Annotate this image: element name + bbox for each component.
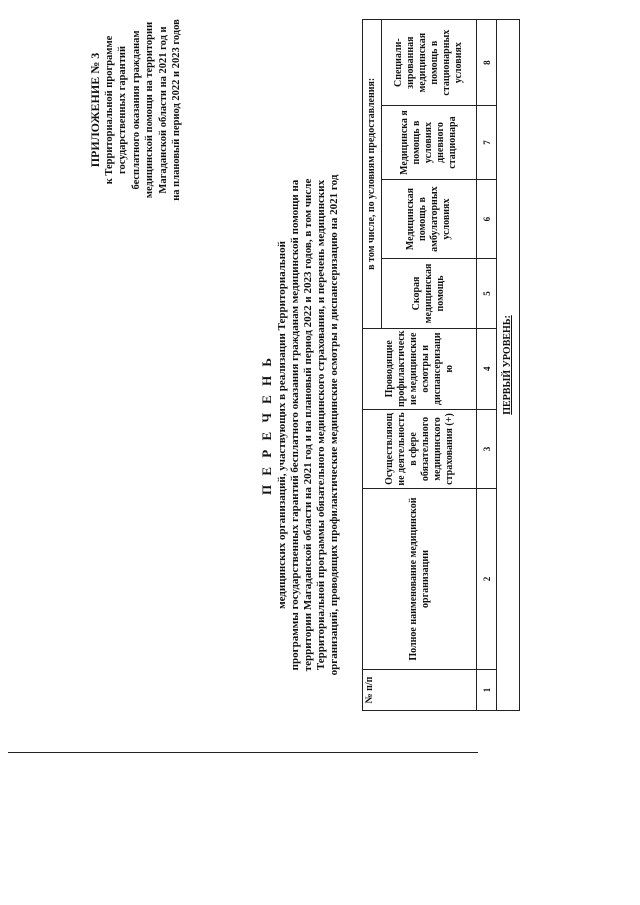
column-number: 8	[477, 20, 497, 106]
column-number: 4	[477, 328, 497, 409]
appendix-line: медицинской помощи на территории	[144, 21, 156, 199]
column-number: 7	[477, 106, 497, 179]
header-number: № п/п	[363, 670, 477, 711]
header-day-hospital: Медицинска я помощь в условиях дневного стационара	[382, 106, 477, 179]
header-conditions-group: в том числе, по условиям предоставления:	[363, 20, 382, 329]
column-number: 6	[477, 179, 497, 259]
column-number-row	[477, 20, 497, 711]
header-name: Полное наименование медицинской организации	[363, 489, 477, 670]
subtitle-line: Территориальной программы обязательного медицинского страхования, и перечень медицинских	[315, 179, 327, 671]
column-number: 3	[477, 410, 497, 489]
column-number: 2	[477, 489, 497, 670]
document-title-block	[258, 155, 341, 695]
header-outpatient: Медицинская помощь в амбулаторных условиях	[382, 179, 477, 259]
subtitle-line: организаций, проводящих профилактические медицинские осмотры и диспансеризацию на 2021 год	[328, 174, 340, 676]
appendix-line: к Территориальной программе	[104, 35, 115, 185]
level-cell	[497, 20, 520, 711]
subtitle-line: медицинских организаций, участвующих в реализации Территориальной	[276, 241, 288, 609]
level-row	[497, 20, 520, 711]
document-heading: П Е Р Е Ч Е Н Ь	[259, 354, 274, 496]
column-number: 5	[477, 259, 497, 328]
header-prevention: Проводящие профилактическ ие медицинские осмотры и диспансеризаци ю	[363, 328, 477, 409]
appendix-line: бесплатного оказания гражданам	[130, 30, 142, 190]
appendix-title: ПРИЛОЖЕНИЕ № 3	[88, 52, 102, 168]
column-number: 1	[477, 670, 497, 711]
appendix-line: Магаданской области на 2021 год и	[157, 26, 169, 194]
appendix-line: на плановый период 2022 и 2023 годов	[171, 19, 183, 201]
level-label: ПЕРВЫЙ УРОВЕНЬ:	[502, 315, 513, 415]
appendix-line: государственных гарантий	[117, 46, 129, 175]
header-inpatient: Специали- зированная медицинская помощь в стационарных условиях	[382, 20, 477, 106]
scan-edge-line	[8, 752, 478, 753]
subtitle-line: программы государственных гарантий бесплатного оказания гражданам медицинской помощи на	[289, 179, 301, 671]
appendix-block	[88, 5, 183, 215]
subtitle-line: территории Магаданской области на 2021 год и на плановый период 2022 и 2023 годов, в том числе	[302, 178, 314, 672]
header-row-group	[363, 20, 382, 711]
organizations-table	[362, 19, 520, 711]
header-emergency: Скорая медицинская помощь	[382, 259, 477, 328]
header-oms: Осуществляющ ие деятельность в сфере обязательного медицинского страхования (+)	[363, 410, 477, 489]
